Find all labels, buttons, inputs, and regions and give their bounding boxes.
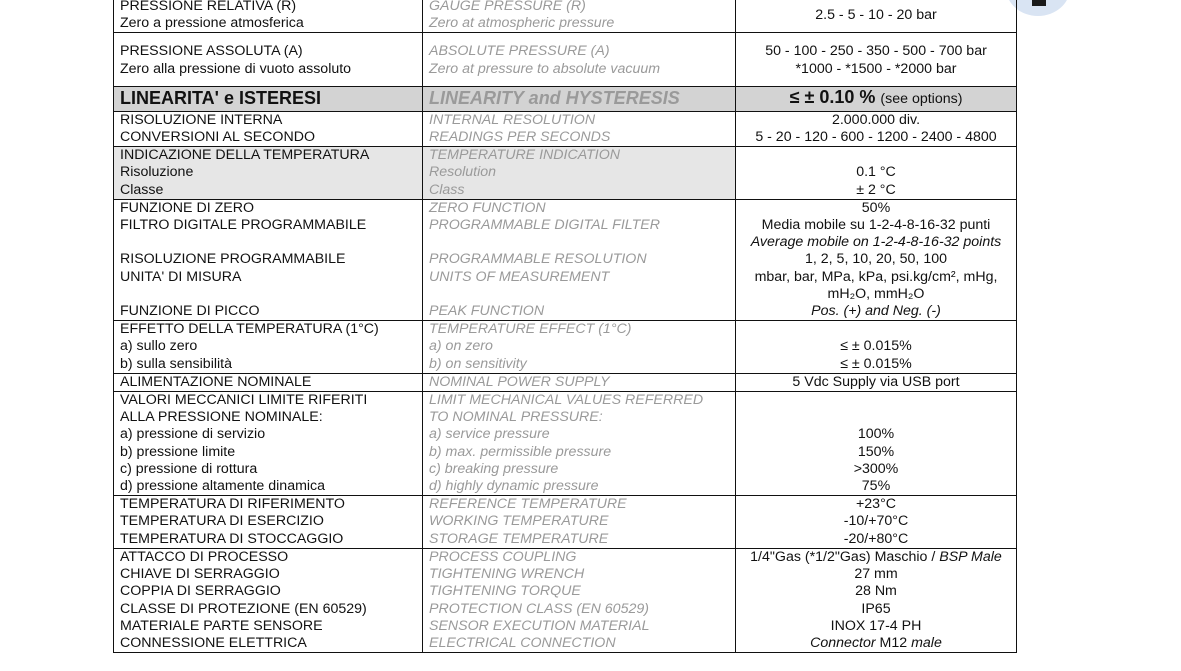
text: TEMPERATURA DI STOCCAGGIO <box>120 530 344 547</box>
text: 5 - 20 - 120 - 600 - 1200 - 2400 - 4800 <box>755 129 997 146</box>
text: 2.000.000 div. <box>831 111 921 128</box>
text: RISOLUZIONE INTERNA <box>120 111 283 128</box>
text: CONVERSIONI AL SECONDO <box>120 129 315 146</box>
spacer <box>120 286 416 303</box>
row-functions <box>114 199 1017 320</box>
cell-it <box>114 548 423 652</box>
text: COPPIA DI SERRAGGIO <box>120 583 281 600</box>
text: TEMPERATURA DI ESERCIZIO <box>120 513 324 530</box>
text: ≤ ± 0.015% <box>840 338 912 355</box>
row-power-supply <box>114 373 1017 391</box>
cell-it <box>114 392 423 496</box>
text: Zero at atmospheric pressure <box>429 15 615 32</box>
text: ALIMENTAZIONE NOMINALE <box>120 373 312 390</box>
text: 0.1 °C <box>856 164 896 181</box>
cell-value <box>736 147 1017 200</box>
text: PEAK FUNCTION <box>429 303 545 320</box>
text: TIGHTENING WRENCH <box>429 566 585 583</box>
cell-value <box>736 33 1017 86</box>
text: a) service pressure <box>429 426 550 443</box>
row-absolute-pressure <box>114 33 1017 86</box>
text: PROGRAMMABLE RESOLUTION <box>429 251 647 268</box>
text: READINGS PER SECONDS <box>429 129 611 146</box>
text: Zero at pressure to absolute vacuum <box>429 60 661 77</box>
text: 75% <box>861 478 891 495</box>
text: IP65 <box>861 600 891 617</box>
row-mechanical-data <box>114 548 1017 652</box>
text: UNITS OF MEASUREMENT <box>429 268 610 285</box>
spacer <box>120 234 416 251</box>
text: b) pressione limite <box>120 443 236 460</box>
text: Media mobile su 1-2-4-8-16-32 punti <box>761 217 991 234</box>
cell-en <box>423 321 736 374</box>
cell-it <box>114 111 423 146</box>
text: b) sulla sensibilità <box>120 355 232 372</box>
text: d) pressione altamente dinamica <box>120 478 326 495</box>
spec-table <box>113 0 1017 653</box>
text: UNITA' DI MISURA <box>120 268 242 285</box>
spacer <box>429 286 729 303</box>
cell-en <box>423 199 736 320</box>
text <box>742 549 1010 566</box>
text: -20/+80°C <box>843 530 909 547</box>
text: Average mobile on 1-2-4-8-16-32 points <box>750 234 1002 251</box>
text: *1000 - *1500 - *2000 bar <box>795 60 957 77</box>
row-linearity <box>114 86 1017 111</box>
text: EFFETTO DELLA TEMPERATURA (1°C) <box>120 321 379 338</box>
text: TO NOMINAL PRESSURE: <box>429 409 603 426</box>
text: CLASSE DI PROTEZIONE (EN 60529) <box>120 600 367 617</box>
text: ELECTRICAL CONNECTION <box>429 634 616 651</box>
text: ± 2 °C <box>856 181 896 198</box>
text: Classe <box>120 181 164 198</box>
cell-value <box>736 199 1017 320</box>
text: Resolution <box>429 164 497 181</box>
cell-value <box>736 548 1017 652</box>
text: 50% <box>861 199 891 216</box>
cell-en <box>423 33 736 86</box>
text: GAUGE PRESSURE (R) <box>429 0 586 14</box>
text: FUNZIONE DI ZERO <box>120 199 254 216</box>
cell-en <box>423 111 736 146</box>
text: 50 - 100 - 250 - 350 - 500 - 700 bar <box>765 43 987 60</box>
text: ≤ ± 0.015% <box>840 355 912 372</box>
text: CHIAVE DI SERRAGGIO <box>120 566 280 583</box>
text: SENSOR EXECUTION MATERIAL <box>429 617 650 634</box>
text <box>742 635 1010 652</box>
text: -10/+70°C <box>843 513 909 530</box>
cell-it <box>114 321 423 374</box>
text: ≤ ± 0.10 % <box>789 87 876 108</box>
row-mechanical-limits <box>114 392 1017 496</box>
text: Class <box>429 181 465 198</box>
text: 150% <box>857 443 895 460</box>
text: 1, 2, 5, 10, 20, 50, 100 <box>805 251 947 268</box>
text: PRESSIONE ASSOLUTA (A) <box>120 43 303 60</box>
cell-en <box>423 548 736 652</box>
cell-en <box>423 392 736 496</box>
text: 5 Vdc Supply via USB port <box>792 373 960 390</box>
text: TEMPERATURA DI RIFERIMENTO <box>120 496 345 513</box>
row-gauge-pressure <box>114 0 1017 33</box>
text: 100% <box>857 426 895 443</box>
text: b) max. permissible pressure <box>429 443 612 460</box>
text: ATTACCO DI PROCESSO <box>120 548 289 565</box>
text: INDICAZIONE DELLA TEMPERATURA <box>120 147 370 164</box>
text: Zero a pressione atmosferica <box>120 15 304 32</box>
cell-it <box>114 199 423 320</box>
text: PROTECTION CLASS (EN 60529) <box>429 600 649 617</box>
text: a) pressione di servizio <box>120 426 266 443</box>
text: FILTRO DIGITALE PROGRAMMABILE <box>120 217 367 234</box>
text: VALORI MECCANICI LIMITE RIFERITI <box>120 392 368 409</box>
text: c) pressione di rottura <box>120 460 258 477</box>
row-resolution <box>114 111 1017 146</box>
text: PROCESS COUPLING <box>429 548 577 565</box>
text: ALLA PRESSIONE NOMINALE: <box>120 409 323 426</box>
row-temperatures <box>114 496 1017 549</box>
text: 28 Nm <box>855 583 897 600</box>
text: c) breaking pressure <box>429 460 559 477</box>
cell-value <box>736 496 1017 549</box>
text: 2.5 - 5 - 10 - 20 bar <box>815 6 937 23</box>
text: MATERIALE PARTE SENSORE <box>120 617 323 634</box>
text: TIGHTENING TORQUE <box>429 583 581 600</box>
text: NOMINAL POWER SUPPLY <box>429 373 610 390</box>
cell-it <box>114 33 423 86</box>
cell-en <box>423 147 736 200</box>
text: b) on sensitivity <box>429 355 527 372</box>
text: TEMPERATURE INDICATION <box>429 147 621 164</box>
cell-value <box>736 111 1017 146</box>
cell-value <box>736 86 1017 111</box>
text: a) on zero <box>429 338 493 355</box>
cell-it <box>114 496 423 549</box>
text: Zero alla pressione di vuoto assoluto <box>120 60 352 77</box>
text: CONNESSIONE ELETTRICA <box>120 634 307 651</box>
text: 27 mm <box>854 566 898 583</box>
row-temperature-effect <box>114 321 1017 374</box>
cell-value <box>736 321 1017 374</box>
spacer <box>429 234 729 251</box>
text: FUNZIONE DI PICCO <box>120 303 260 320</box>
text: M12 <box>875 634 912 651</box>
cell-it <box>114 147 423 200</box>
cell-en: LINEARITY and HYSTERESIS <box>423 86 736 111</box>
text: +23°C <box>856 496 896 513</box>
text: WORKING TEMPERATURE <box>429 513 609 530</box>
text: INTERNAL RESOLUTION <box>429 111 596 128</box>
cell-it <box>114 0 423 33</box>
text: Risoluzione <box>120 164 194 181</box>
text: RISOLUZIONE PROGRAMMABILE <box>120 251 346 268</box>
text: mbar, bar, MPa, kPa, psi.kg/cm², mHg, <box>754 268 998 285</box>
text: INOX 17-4 PH <box>830 617 922 634</box>
text: PROGRAMMABLE DIGITAL FILTER <box>429 217 660 234</box>
text: Connector <box>810 634 876 651</box>
row-temperature-indication <box>114 147 1017 200</box>
cell-it <box>114 373 423 391</box>
text: >300% <box>853 460 899 477</box>
text: STORAGE TEMPERATURE <box>429 530 609 547</box>
text: ZERO FUNCTION <box>429 199 546 216</box>
text: PRESSIONE RELATIVA (R) <box>120 0 297 14</box>
note: (see options) <box>880 91 963 108</box>
cell-value <box>736 392 1017 496</box>
text: a) sullo zero <box>120 338 198 355</box>
text: BSP Male <box>939 548 1002 565</box>
cell-value <box>736 373 1017 391</box>
text: ABSOLUTE PRESSURE (A) <box>429 43 610 60</box>
cell-en <box>423 373 736 391</box>
text: LIMIT MECHANICAL VALUES REFERRED <box>429 392 704 409</box>
text: 1/4"Gas (*1/2"Gas) Maschio / <box>750 548 940 565</box>
cell-value <box>736 0 1017 33</box>
text: REFERENCE TEMPERATURE <box>429 496 627 513</box>
text: d) highly dynamic pressure <box>429 478 599 495</box>
text: TEMPERATURE EFFECT (1°C) <box>429 321 632 338</box>
text: mH₂O, mmH₂O <box>827 285 925 302</box>
text: Pos. (+) and Neg. (-) <box>811 303 941 320</box>
text: male <box>911 634 942 651</box>
cell-it: LINEARITA' e ISTERESI <box>114 86 423 111</box>
cell-en <box>423 0 736 33</box>
cell-en <box>423 496 736 549</box>
